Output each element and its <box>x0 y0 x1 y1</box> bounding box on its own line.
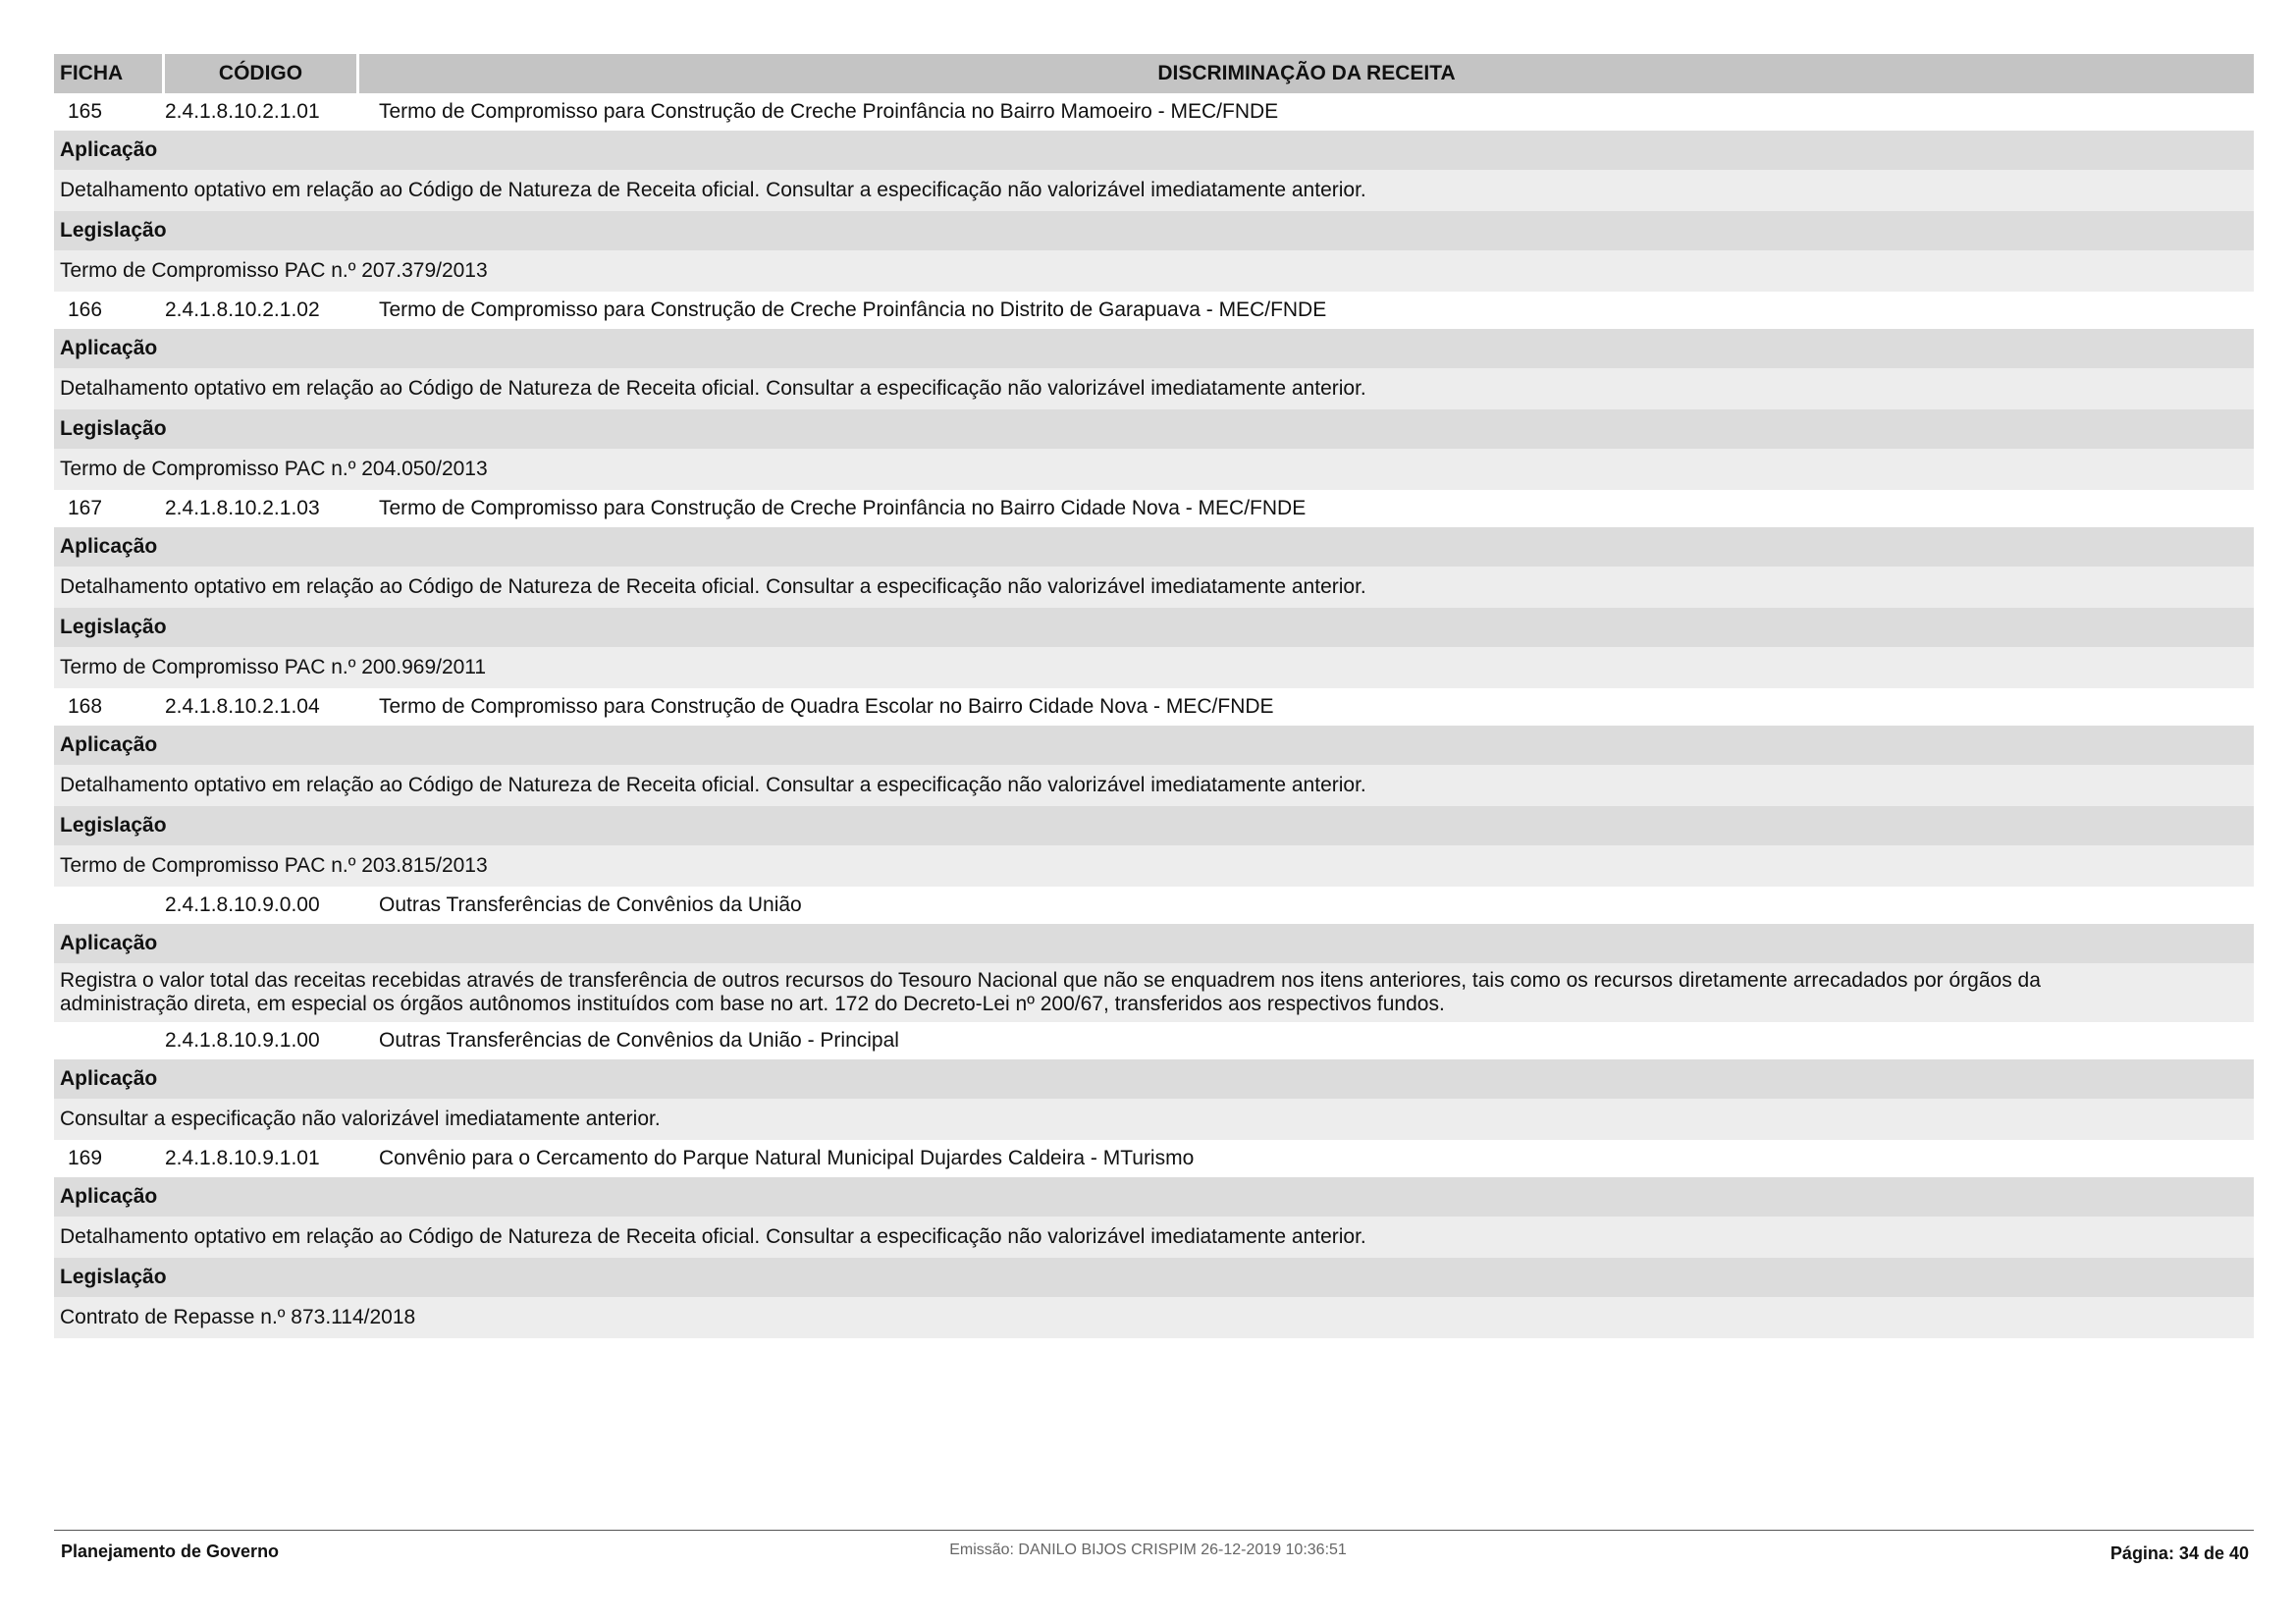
legislacao-label: Legislação <box>54 409 2254 449</box>
aplicacao-text: Detalhamento optativo em relação ao Código de Natureza de Receita oficial. Consultar a especificação não valorizável imediatamente anterior. <box>54 765 2254 806</box>
table-row <box>54 1140 2254 1177</box>
codigo: 2.4.1.8.10.2.1.03 <box>165 497 320 519</box>
aplicacao-label: Aplicação <box>54 329 2254 368</box>
descricao: Termo de Compromisso para Construção de Creche Proinfância no Bairro Cidade Nova - MEC/FNDE <box>379 497 1307 519</box>
legislacao-text: Termo de Compromisso PAC n.º 207.379/2013 <box>54 250 2254 292</box>
footer-emission: Emissão: DANILO BIJOS CRISPIM 26-12-2019 10:36:51 <box>949 1542 1347 1558</box>
aplicacao-label: Aplicação <box>54 1177 2254 1217</box>
aplicacao-text: Consultar a especificação não valorizável imediatamente anterior. <box>54 1099 2254 1140</box>
legislacao-label: Legislação <box>54 806 2254 845</box>
aplicacao-label: Aplicação <box>54 726 2254 765</box>
aplicacao-text: Detalhamento optativo em relação ao Código de Natureza de Receita oficial. Consultar a especificação não valorizável imediatamente anterior. <box>54 1217 2254 1258</box>
descricao: Outras Transferências de Convênios da União - Principal <box>379 1029 899 1052</box>
ficha-number: 168 <box>68 695 103 718</box>
codigo: 2.4.1.8.10.2.1.04 <box>165 695 320 718</box>
ficha-number: 167 <box>68 497 103 519</box>
aplicacao-text: Detalhamento optativo em relação ao Código de Natureza de Receita oficial. Consultar a especificação não valorizável imediatamente anterior. <box>54 567 2254 608</box>
codigo: 2.4.1.8.10.2.1.01 <box>165 100 320 123</box>
aplicacao-line: Registra o valor total das receitas recebidas através de transferência de outros recursos do Tesouro Nacional que não se enquadrem nos itens anteriores, tais como os recursos diretamente arrecadados por órgãos da <box>60 969 2041 992</box>
codigo: 2.4.1.8.10.9.0.00 <box>165 893 320 916</box>
table-row <box>54 292 2254 329</box>
aplicacao-label: Aplicação <box>54 1059 2254 1099</box>
legislacao-text: Termo de Compromisso PAC n.º 203.815/2013 <box>54 845 2254 887</box>
ficha-number: 166 <box>68 298 103 321</box>
legislacao-text: Termo de Compromisso PAC n.º 204.050/2013 <box>54 449 2254 490</box>
header-discriminacao: DISCRIMINAÇÃO DA RECEITA <box>359 54 2254 93</box>
descricao: Termo de Compromisso para Construção de Quadra Escolar no Bairro Cidade Nova - MEC/FNDE <box>379 695 1274 718</box>
codigo: 2.4.1.8.10.9.1.01 <box>165 1147 320 1169</box>
legislacao-text: Contrato de Repasse n.º 873.114/2018 <box>54 1297 2254 1338</box>
aplicacao-text <box>54 963 2254 1022</box>
aplicacao-text: Detalhamento optativo em relação ao Código de Natureza de Receita oficial. Consultar a especificação não valorizável imediatamente anterior. <box>54 170 2254 211</box>
table-row <box>54 887 2254 924</box>
descricao: Termo de Compromisso para Construção de Creche Proinfância no Bairro Mamoeiro - MEC/FNDE <box>379 100 1279 123</box>
header-ficha: FICHA <box>54 54 162 93</box>
ficha-number: 169 <box>68 1147 103 1169</box>
aplicacao-label: Aplicação <box>54 131 2254 170</box>
descricao: Outras Transferências de Convênios da União <box>379 893 802 916</box>
footer-department: Planejamento de Governo <box>61 1542 280 1561</box>
table-row <box>54 93 2254 131</box>
table-row <box>54 688 2254 726</box>
codigo: 2.4.1.8.10.2.1.02 <box>165 298 320 321</box>
header-codigo: CÓDIGO <box>165 54 356 93</box>
aplicacao-label: Aplicação <box>54 527 2254 567</box>
footer-divider <box>54 1530 2254 1531</box>
legislacao-label: Legislação <box>54 211 2254 250</box>
table-row <box>54 490 2254 527</box>
descricao: Termo de Compromisso para Construção de Creche Proinfância no Distrito de Garapuava - MEC/FNDE <box>379 298 1327 321</box>
aplicacao-line: administração direta, em especial os órgãos autônomos instituídos com base no art. 172 do Decreto-Lei nº 200/67, transferidos aos respectivos fundos. <box>60 993 1445 1015</box>
aplicacao-label: Aplicação <box>54 924 2254 963</box>
table-header <box>54 54 2254 93</box>
aplicacao-text: Detalhamento optativo em relação ao Código de Natureza de Receita oficial. Consultar a especificação não valorizável imediatamente anterior. <box>54 368 2254 409</box>
ficha-number: 165 <box>68 100 103 123</box>
legislacao-label: Legislação <box>54 1258 2254 1297</box>
legislacao-label: Legislação <box>54 608 2254 647</box>
receita-table <box>54 54 2254 1338</box>
table-row <box>54 1022 2254 1059</box>
descricao: Convênio para o Cercamento do Parque Natural Municipal Dujardes Caldeira - MTurismo <box>379 1147 1195 1169</box>
legislacao-text: Termo de Compromisso PAC n.º 200.969/2011 <box>54 647 2254 688</box>
footer-page-number: Página: 34 de 40 <box>2109 1543 2249 1563</box>
codigo: 2.4.1.8.10.9.1.00 <box>165 1029 320 1052</box>
